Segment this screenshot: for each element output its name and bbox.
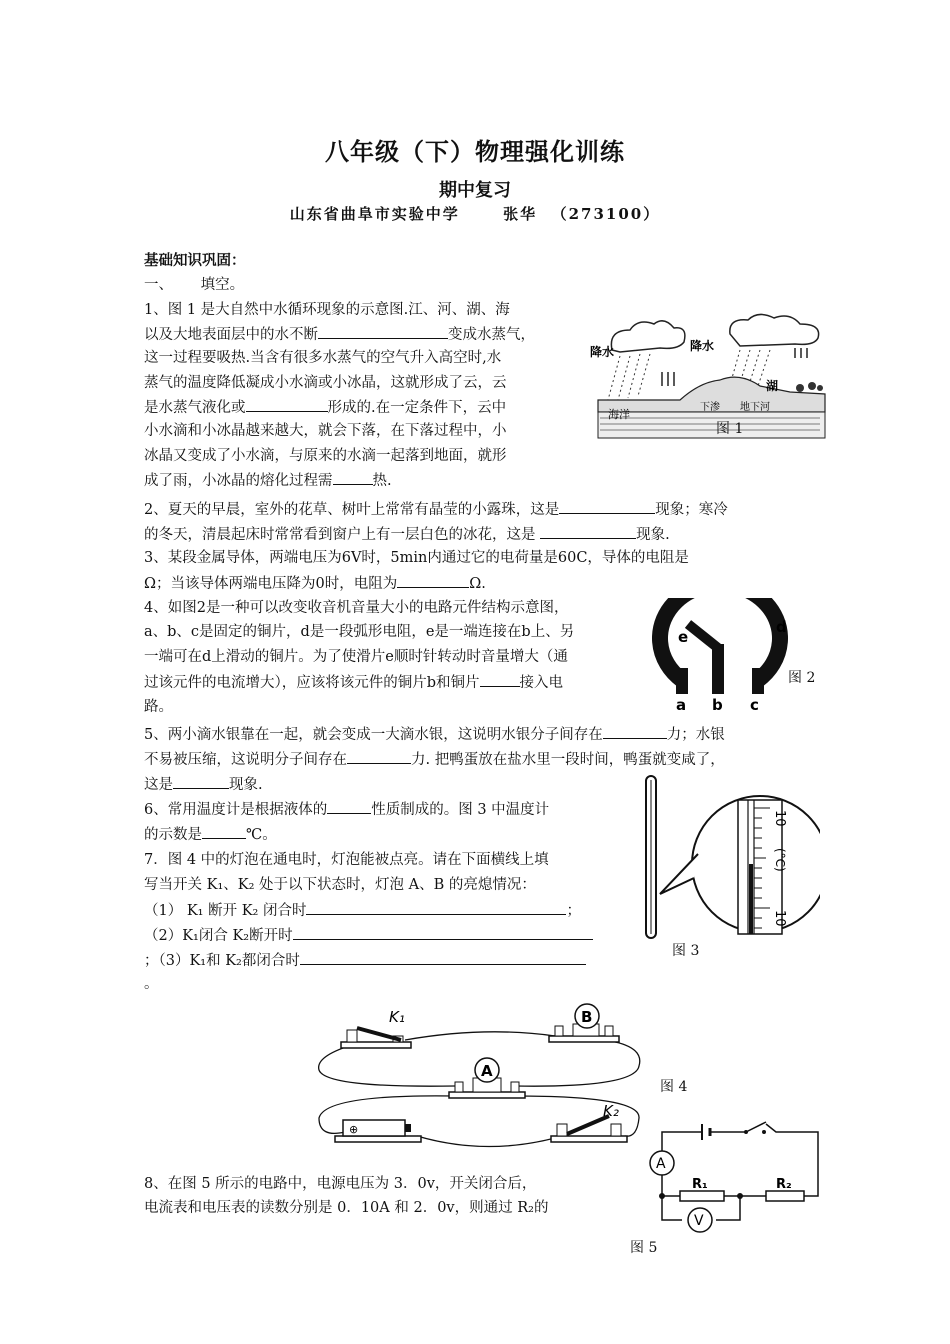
answer-blank[interactable] (559, 497, 655, 514)
q4-line5: 路。 (144, 699, 173, 715)
q6-line2-a: 的示数是 (144, 827, 202, 843)
answer-blank[interactable] (318, 322, 448, 339)
q7-line5-a: ；（3）K₁和 K₂都闭合时 (144, 953, 300, 969)
q1-line6: 小水滴和小冰晶越来越大，就会下落，在下落过程中，小 (144, 423, 507, 439)
fig5-ammeter-label: A (656, 1156, 666, 1172)
q7-line1: 7．图 4 中的灯泡在通电时，灯泡能被点亮。请在下面横线上填 (144, 852, 549, 868)
q2-line2-b: 现象. (636, 527, 670, 543)
q5-line2-a: 不易被压缩，这说明分子间存在 (144, 752, 347, 768)
answer-blank[interactable] (347, 747, 411, 764)
q5-line1-b: 力；水银 (666, 727, 725, 743)
q7-line6: 。 (144, 976, 159, 992)
q5-line1 (144, 722, 725, 747)
fig1-label-ocean: 海洋 (608, 408, 630, 421)
q1-line5 (144, 395, 506, 420)
answer-blank[interactable] (246, 395, 328, 412)
figure-5-caption: 图 5 (630, 1240, 658, 1256)
q6-line2 (144, 822, 277, 847)
q3-line2-a: Ω；当该导体两端电压降为0时，电阻为 (144, 576, 398, 592)
q4-line2: a、b、c是固定的铜片，d是一段弧形电阻，e是一端连接在b上、另 (144, 624, 575, 640)
q1-line2-b: 变成水蒸气， (448, 327, 535, 343)
q2-line2-a: 的冬天，清晨起床时常常看到窗户上有一层白色的冰花，这是 (144, 527, 541, 543)
fig2-label-d: d (776, 618, 787, 636)
q3-line2-b: Ω. (469, 576, 486, 592)
q7-line4-a: （2）K₁闭合 K₂断开时 (144, 928, 293, 944)
fig2-label-c: c (750, 696, 759, 712)
q8-line1: 8、在图 5 所示的电路中，电源电压为 3．0v，开关闭合后， (144, 1176, 537, 1192)
q1-line7: 冰晶又变成了小水滴，与原来的水滴一起落到地面，就形 (144, 448, 507, 464)
figure-1-caption: 图 1 (716, 421, 744, 437)
fig1-label-lake: 湖 (766, 379, 779, 393)
q5-line3-b: 现象. (229, 777, 263, 793)
q8-line2: 电流表和电压表的读数分别是 0．10A 和 2．0v，则通过 R₂的 (144, 1200, 549, 1216)
fig4-label-b: B (581, 1008, 593, 1026)
fig3-tick-bottom: 10 (772, 910, 787, 927)
answer-blank[interactable] (480, 670, 520, 687)
figure-5-circuit (640, 1118, 830, 1242)
figure-2-potentiometer (640, 598, 800, 712)
fig2-label-a: a (676, 696, 687, 712)
q6-line1 (144, 797, 549, 822)
answer-blank[interactable] (333, 468, 373, 485)
fig3-tick-top: 10 (772, 810, 787, 827)
q1-line2-a: 以及大地表面层中的水不断 (144, 327, 318, 343)
fig5-r2-label: R₂ (776, 1177, 792, 1192)
q4-line3: 一端可在d上滑动的铜片。为了使滑片e顺时针转动时音量增大（通 (144, 649, 568, 665)
answer-blank[interactable] (173, 772, 229, 789)
q2-line1 (144, 497, 728, 522)
q7-line5 (144, 948, 586, 973)
q4-line4 (144, 670, 563, 695)
q5-line1-a: 5、两小滴水银靠在一起，就会变成一大滴水银，这说明水银分子间存在 (144, 727, 603, 743)
q1-line8 (144, 468, 392, 493)
q5-line2 (144, 747, 725, 772)
fig1-label-rain-2: 降水 (690, 339, 715, 353)
fig1-label-underground-river: 地下河 (740, 402, 770, 413)
q1-line8-a: 成了雨，小冰晶的熔化过程需 (144, 473, 333, 489)
q1-line2 (144, 322, 535, 347)
figure-4-circuit (305, 996, 655, 1162)
fig1-label-seepage: 下渗 (700, 402, 720, 413)
q5-line3 (144, 772, 263, 797)
q5-line2-b: 力. 把鸭蛋放在盐水里一段时间，鸭蛋就变咸了， (411, 752, 725, 768)
page-subtitle: 期中复习 (439, 180, 511, 201)
q1-line8-b: 热. (372, 473, 392, 489)
q1-line1: 1、图 1 是大自然中水循环现象的示意图.江、河、湖、海 (144, 302, 510, 318)
answer-blank[interactable] (293, 923, 593, 940)
figure-1-water-cycle (590, 312, 830, 442)
q6-line1-a: 6、常用温度计是根据液体的 (144, 802, 328, 818)
figure-3-thermometer (640, 774, 820, 944)
fig3-unit: (°C) (773, 848, 787, 872)
section-heading: 基础知识巩固： (144, 252, 246, 269)
q6-line1-b: 性质制成的。图 3 中温度计 (371, 802, 550, 818)
answer-blank[interactable] (603, 722, 667, 739)
q7-line3 (144, 898, 581, 923)
q4-line4-a: 过该元件的电流增大），应该将该元件的铜片b和铜片 (144, 675, 480, 691)
answer-blank[interactable] (202, 822, 246, 839)
fig4-label-a: A (481, 1062, 493, 1080)
page-title: 八年级（下）物理强化训练 (325, 137, 625, 166)
answer-blank[interactable] (300, 948, 586, 965)
q2-line2 (144, 522, 670, 547)
fig2-label-e: e (678, 628, 689, 646)
fig4-label-k1: K₁ (389, 1008, 405, 1026)
q3-line1: 3、某段金属导体，两端电压为6V时，5min内通过它的电荷量是60C，导体的电阻是 (144, 550, 689, 566)
author-line: 山东省曲阜市实验中学 张华 （273100） (289, 205, 661, 223)
q2-line1-b: 现象；寒冷 (655, 502, 728, 518)
fig1-label-rain-1: 降水 (590, 345, 615, 359)
q7-line3-end: ； (566, 903, 581, 919)
answer-blank[interactable] (327, 797, 371, 814)
fig2-label-b: b (712, 696, 723, 712)
q3-line2 (144, 571, 486, 596)
figure-3-caption: 图 3 (672, 943, 700, 959)
q7-line4 (144, 923, 593, 948)
fig5-voltmeter-label: V (694, 1213, 704, 1229)
part-heading: 一、 填空。 (144, 277, 245, 293)
figure-2-caption: 图 2 (788, 670, 816, 686)
q1-line5-b: 形成的.在一定条件下，云中 (327, 400, 507, 416)
q7-line3-a: （1） K₁ 断开 K₂ 闭合时 (144, 903, 307, 919)
answer-blank[interactable] (306, 898, 566, 915)
q6-line2-b: ℃。 (246, 827, 277, 843)
answer-blank[interactable] (397, 571, 469, 588)
q1-line3: 这一过程要吸热.当含有很多水蒸气的空气升入高空时,水 (144, 350, 502, 366)
q4-line4-b: 接入电 (519, 675, 564, 691)
q2-line1-a: 2、夏天的早晨，室外的花草、树叶上常常有晶莹的小露珠，这是 (144, 502, 560, 518)
battery-plus-icon: ⊕ (349, 1123, 359, 1136)
fig5-r1-label: R₁ (692, 1177, 708, 1192)
answer-blank[interactable] (540, 522, 636, 539)
q7-line2: 写当开关 K₁、K₂ 处于以下状态时，灯泡 A、B 的亮熄情况： (144, 877, 536, 893)
q5-line3-a: 这是 (144, 777, 173, 793)
fig4-label-k2: K₂ (603, 1102, 619, 1120)
q4-line1: 4、如图2是一种可以改变收音机音量大小的电路元件结构示意图， (144, 600, 569, 616)
q1-line4: 蒸气的温度降低凝成小水滴或小冰晶，这就形成了云，云 (144, 375, 507, 391)
figure-4-caption: 图 4 (660, 1079, 688, 1095)
q1-line5-a: 是水蒸气液化或 (144, 400, 246, 416)
